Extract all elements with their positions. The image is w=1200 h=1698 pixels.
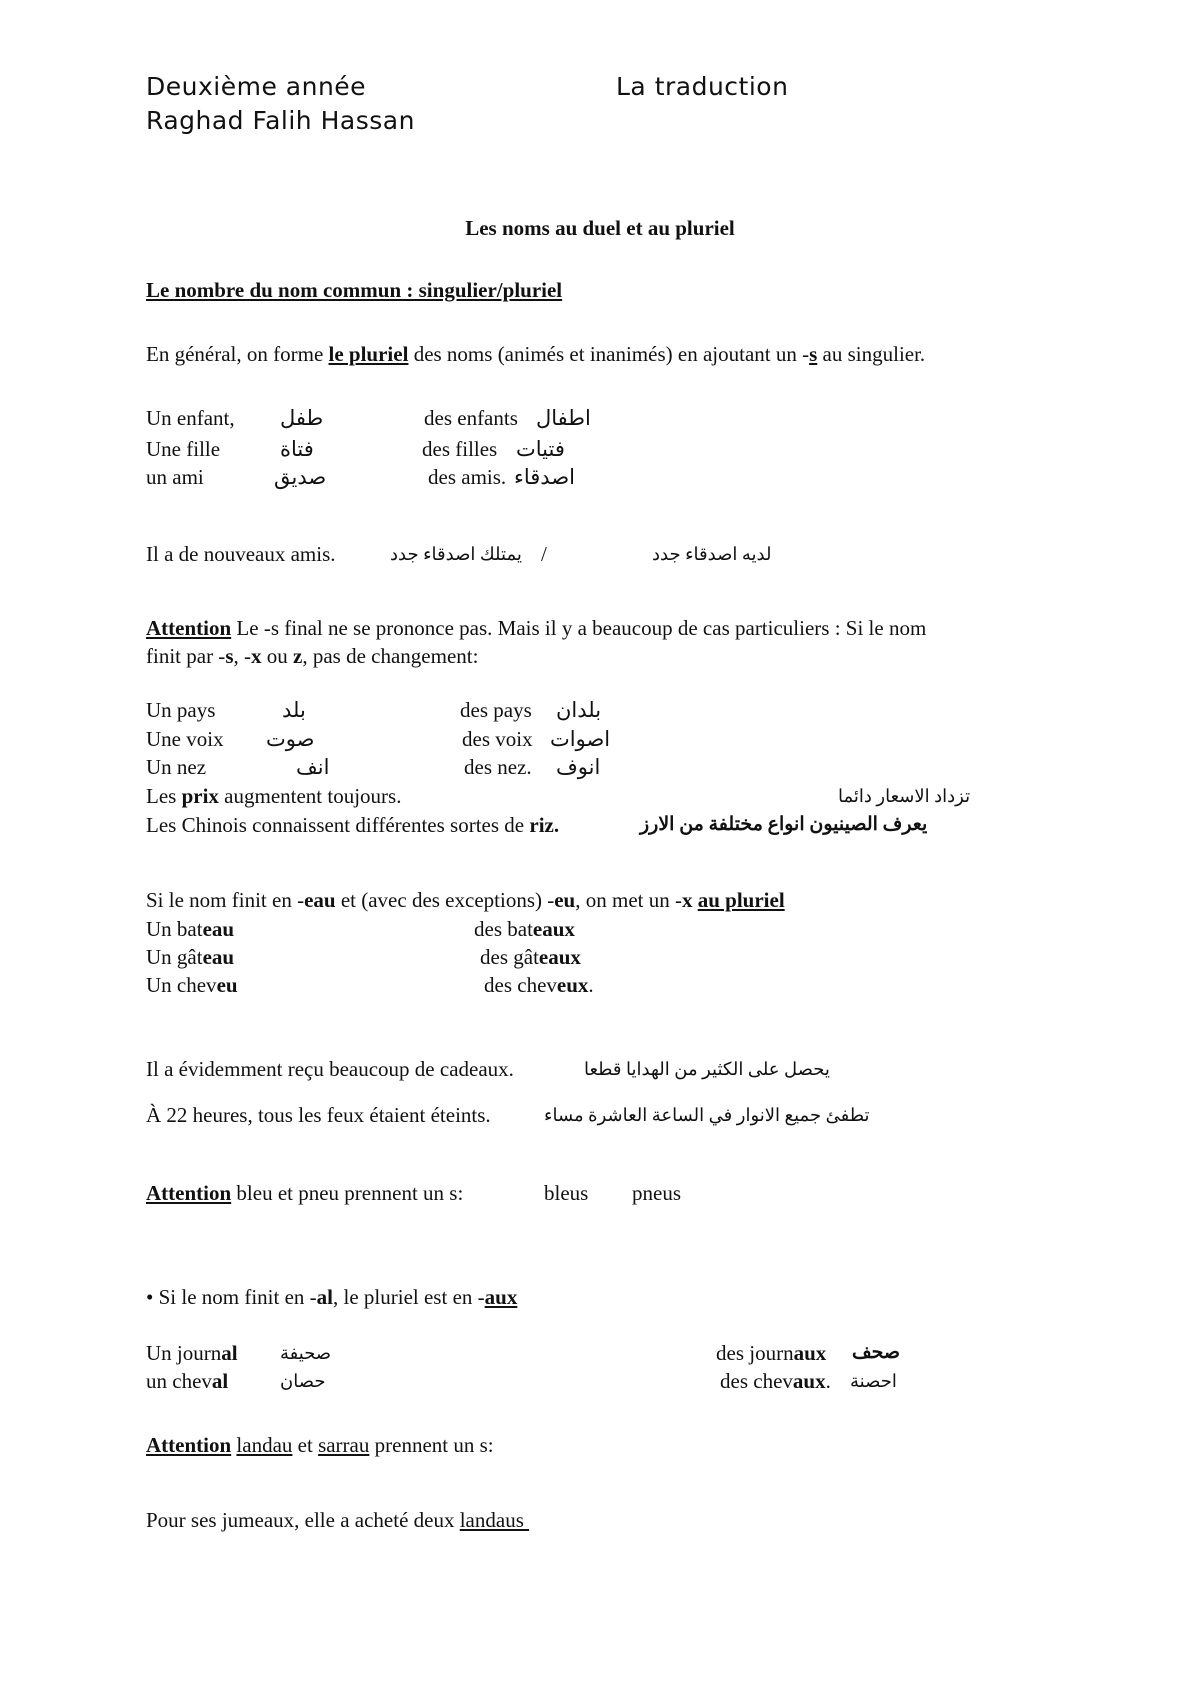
- word-suffix: al: [221, 1341, 238, 1365]
- pair-plural-ar: بلدان: [556, 698, 602, 722]
- pair-plural-ar: احصنة: [850, 1371, 897, 1391]
- letter-z: z: [293, 644, 303, 668]
- pair-singular: Un nez: [146, 755, 207, 779]
- attention-text: et: [292, 1433, 319, 1457]
- sentence-text: Les Chinois connaissent différentes sortes de: [146, 813, 530, 837]
- word-stem: Un chev: [146, 973, 217, 997]
- sentence-cadeaux-ar: يحصل على الكثير من الهدايا قطعا: [584, 1059, 830, 1079]
- sentence-cadeaux-fr: Il a évidemment reçu beaucoup de cadeaux.: [146, 1057, 514, 1081]
- rule-text: • Si le nom finit en -: [146, 1285, 317, 1309]
- suffix-al: al: [316, 1285, 334, 1309]
- section-heading: Le nombre du nom commun : singulier/pluriel: [146, 278, 563, 302]
- pair-plural: des filles: [422, 437, 498, 461]
- pair-singular-ar: بلد: [282, 698, 306, 722]
- word-suffix: eu: [216, 973, 238, 997]
- word-punct: .: [825, 1369, 831, 1393]
- al-rule: [146, 1284, 517, 1310]
- word-stem: Un journ: [146, 1341, 222, 1365]
- pair-plural-ar: صحف: [852, 1342, 901, 1363]
- letter-x: x: [251, 644, 262, 668]
- eau-rule: [146, 887, 785, 913]
- pair-singular-ar: فتاة: [280, 437, 314, 461]
- pair-singular: [146, 1340, 238, 1366]
- pair-plural: des nez.: [464, 755, 532, 779]
- attention-label: Attention: [146, 1181, 232, 1205]
- sentence-riz-fr: [146, 812, 559, 838]
- word-suffix: al: [211, 1369, 229, 1393]
- pair-plural: [474, 916, 575, 942]
- pair-plural-ar: اصدقاء: [514, 465, 576, 489]
- sentence-prix-ar: تزداد الاسعار دائما: [838, 786, 971, 806]
- pair-singular: [146, 944, 234, 970]
- au-pluriel: au pluriel: [697, 888, 785, 912]
- pair-singular-ar: حصان: [280, 1371, 326, 1391]
- sentence-text: Pour ses jumeaux, elle a acheté deux: [146, 1508, 460, 1532]
- pair-singular-ar: صديق: [274, 465, 327, 489]
- pair-plural: des pays: [460, 698, 532, 722]
- pair-singular-ar: صوت: [266, 727, 315, 751]
- attention-text: bleu et pneu prennent un s:: [231, 1181, 464, 1205]
- attention-label: Attention: [146, 616, 232, 640]
- sentence-text: Les: [146, 784, 182, 808]
- pair-plural: [720, 1368, 831, 1394]
- word-riz: riz.: [529, 813, 560, 837]
- pair-singular-ar: صحيفة: [280, 1343, 332, 1363]
- word-suffix: eau: [202, 945, 235, 969]
- word-stem: un chev: [146, 1369, 212, 1393]
- attention-text: ou: [261, 644, 293, 668]
- pair-singular: Une fille: [146, 437, 221, 461]
- word-punct: .: [588, 973, 594, 997]
- word-stem: Un gât: [146, 945, 203, 969]
- sentence-amis-slash: /: [541, 542, 547, 566]
- header-year: Deuxième année: [146, 72, 367, 101]
- letter-s: s: [225, 644, 234, 668]
- pair-singular: [146, 972, 238, 998]
- word-suffix: aux: [793, 1341, 827, 1365]
- word-stem: Un bat: [146, 917, 203, 941]
- pair-plural: [480, 944, 581, 970]
- sentence-amis-ar-2: لديه اصدقاء جدد: [652, 544, 772, 564]
- pair-singular-ar: انف: [296, 755, 330, 779]
- attention-landau-sarrau: [146, 1432, 494, 1458]
- suffix-x: x: [681, 888, 693, 912]
- word-landau: landau: [236, 1433, 293, 1457]
- word-stem: des gât: [480, 945, 539, 969]
- word-stem: des bat: [474, 917, 533, 941]
- word-suffix: aux: [792, 1369, 826, 1393]
- intro-paragraph: [146, 341, 925, 367]
- document-title: Les noms au duel et au pluriel: [465, 216, 735, 240]
- suffix-aux: aux: [484, 1285, 518, 1309]
- word-suffix: eux: [556, 973, 589, 997]
- sentence-prix-fr: [146, 783, 401, 809]
- attention-text: Le -s final ne se prononce pas. Mais il y a beaucoup de cas particuliers : Si le nom: [231, 616, 927, 640]
- sentence-amis-fr: Il a de nouveaux amis.: [146, 542, 336, 566]
- rule-text: Si le nom finit en -: [146, 888, 305, 912]
- attention-text: prennent un s:: [369, 1433, 494, 1457]
- header-author: Raghad Falih Hassan: [146, 106, 415, 135]
- pair-singular-ar: طفل: [280, 406, 324, 430]
- pair-plural: [484, 972, 594, 998]
- word-bleus: bleus: [544, 1181, 589, 1205]
- word-suffix: eaux: [538, 945, 581, 969]
- pair-singular: un ami: [146, 465, 204, 489]
- intro-text-1: En général, on forme: [146, 342, 329, 366]
- word-stem: des journ: [716, 1341, 794, 1365]
- word-suffix: eaux: [532, 917, 575, 941]
- header-subject: La traduction: [616, 72, 789, 101]
- pair-singular: Un enfant,: [146, 406, 235, 430]
- pair-plural-ar: اطفال: [536, 406, 591, 430]
- sentence-amis-ar-1: يمتلك اصدقاء جدد: [390, 544, 522, 564]
- pair-plural: des enfants: [424, 406, 518, 430]
- intro-text-3: au singulier.: [817, 342, 926, 366]
- attention-text: , pas de changement:: [302, 644, 479, 668]
- sentence-feux-ar: تطفئ جميع الانوار في الساعة العاشرة مساء: [544, 1105, 870, 1125]
- intro-bold: le pluriel: [328, 342, 409, 366]
- word-landaus: landaus: [459, 1508, 530, 1532]
- attention-paragraph-line-1: [146, 615, 926, 641]
- rule-text: , on met un -: [575, 888, 682, 912]
- rule-text: et (avec des exceptions) -: [335, 888, 555, 912]
- attention-label: Attention: [146, 1433, 232, 1457]
- pair-plural: des voix: [462, 727, 533, 751]
- word-suffix: eau: [202, 917, 235, 941]
- pair-plural: [716, 1340, 826, 1366]
- pair-singular: [146, 1368, 228, 1394]
- suffix-eau: eau: [304, 888, 336, 912]
- attention-text: finit par -: [146, 644, 226, 668]
- intro-s: s: [809, 342, 818, 366]
- suffix-eu: eu: [554, 888, 576, 912]
- pair-singular: [146, 916, 234, 942]
- pair-plural-ar: انوف: [556, 755, 601, 779]
- pair-plural-ar: فتيات: [516, 437, 565, 461]
- sentence-feux-fr: À 22 heures, tous les feux étaient éteints.: [146, 1103, 491, 1127]
- attention-paragraph-line-2: [146, 643, 478, 669]
- attention-bleu-pneu: [146, 1180, 463, 1206]
- pair-singular: Un pays: [146, 698, 216, 722]
- sentence-landaus: [146, 1507, 529, 1533]
- word-sarrau: sarrau: [318, 1433, 370, 1457]
- pair-plural-ar: اصوات: [550, 727, 611, 751]
- word-prix: prix: [181, 784, 219, 808]
- sentence-text: augmentent toujours.: [218, 784, 402, 808]
- word-stem: des chev: [720, 1369, 793, 1393]
- pair-plural: des amis.: [428, 465, 507, 489]
- attention-text: , -: [233, 644, 251, 668]
- word-pneus: pneus: [632, 1181, 681, 1205]
- pair-singular: Une voix: [146, 727, 224, 751]
- word-stem: des chev: [484, 973, 557, 997]
- sentence-riz-ar: يعرف الصينيون انواع مختلفة من الارز: [640, 814, 928, 835]
- rule-text: , le pluriel est en -: [333, 1285, 485, 1309]
- intro-text-2: des noms (animés et inanimés) en ajoutant un -: [408, 342, 810, 366]
